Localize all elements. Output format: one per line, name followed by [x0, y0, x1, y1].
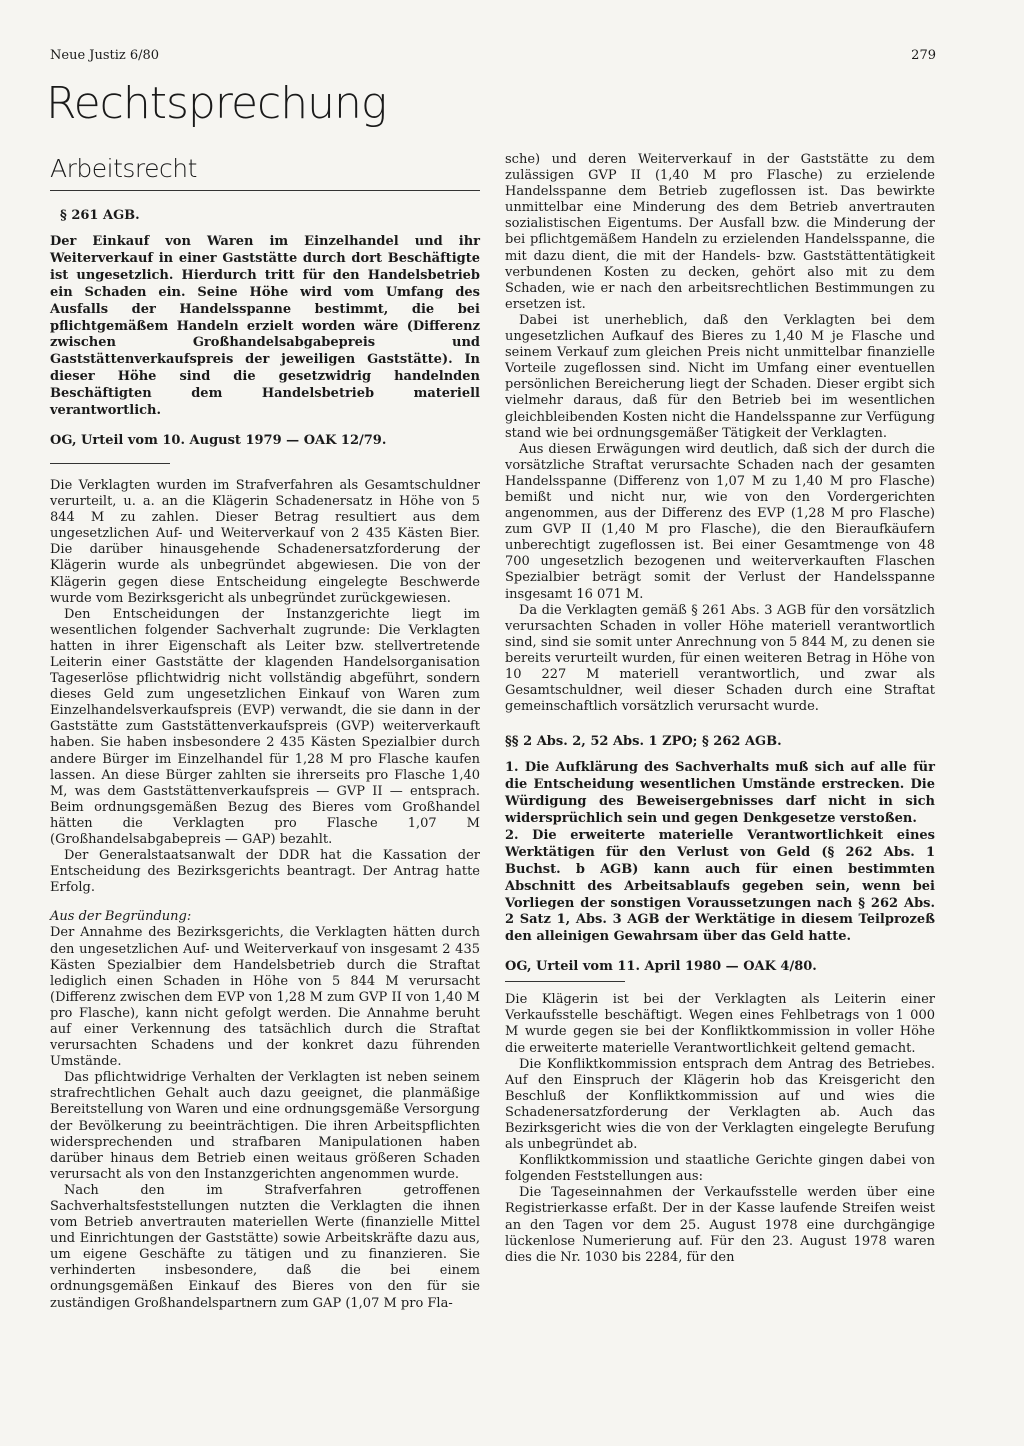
spacer	[50, 464, 480, 478]
case1-reasoning-paragraph: Der Annahme des Bezirksgerichts, die Verklagten hätten durch den ungesetzlichen Auf- und Weiterverkauf von insgesamt 2 435 Kästen Spezialbier dem Handelsbetrieb durch die Straftat lediglich einen Schaden in Höhe von 5 844 M verursacht (Differenz zwischen dem EVP von 1,28 M zum GVP II von 1,40 M pro Flasche), kann nicht gefolgt werden. Die Annahme beruht auf einer Verkennung des tatsächlich durch die Straftat verursachten Schadens und der konkret dazu führenden Umstände.	[50, 925, 480, 1070]
case1-facts-paragraph: Der Generalstaatsanwalt der DDR hat die Kassation der Entscheidung des Bezirksgerichts beantragt. Der Antrag hatte Erfolg.	[50, 848, 480, 896]
section-title: Rechtsprechung	[46, 78, 387, 129]
case1-headnote: Der Einkauf von Waren im Einzelhandel und ihr Weiterverkauf in einer Gaststätte durch dort Beschäftigte ist ungesetzlich. Hierdurch tritt für den Handelsbetrieb ein Schaden ein. Seine Höhe wird vom Umfang des Ausfalls der Handelsspanne bestimmt, die bei pflichtgemäßem Handeln erzielt worden wäre (Differenz zwischen Großhandelsabgabepreis und Gaststättenverkaufspreis der jeweiligen Gaststätte). In dieser Höhe sind die gesetzwidrig handelnden Beschäftigten dem Handelsbetrieb materiell verantwortlich.	[50, 234, 480, 419]
case2-facts-paragraph: Die Klägerin ist bei der Verklagten als Leiterin einer Verkaufsstelle beschäftigt. Wegen eines Fehlbetrags von 1 000 M wurde gegen sie bei der Konfliktkommission in voller Höhe die erweiterte materielle Verantwortlichkeit geltend gemacht.	[505, 992, 935, 1056]
left-column	[50, 152, 480, 1312]
running-head	[50, 48, 936, 64]
case1-facts-paragraph: Den Entscheidungen der Instanzgerichte liegt im wesentlichen folgender Sachverhalt zugrunde: Die Verklagten hatten in ihrer Eigenschaft als Leiter bzw. stellvertretende Leiterin einer Gaststätte der klagenden Handelsorganisation Tageserlöse pflichtwidrig nicht vollständig abgeführt, sondern dieses Geld zum ungesetzlichen Einkauf von Waren zum Einzelhandelsverkaufspreis (EVP) verwandt, die sie dann in der Gaststätte zum Gaststättenverkaufspreis (GVP) weiterverkauft haben. Sie haben insbesondere 2 435 Kästen Spezialbier durch andere Bürger im Einzelhandel für 1,28 M pro Flasche kaufen lassen. An diese Bürger zahlten sie ihrerseits pro Flasche 1,40 M, was dem Gaststättenverkaufspreis — GVP II — entsprach. Beim ordnungsgemäßen Bezug des Bieres vom Großhandel hätten die Verklagten pro Flasche 1,07 M (Großhandelsabgabepreis — GAP) bezahlt.	[50, 606, 480, 848]
spacer	[505, 982, 935, 992]
case1-reasoning-paragraph: Nach den im Strafverfahren getroffenen Sachverhaltsfeststellungen nutzten die Verklagten die ihnen vom Betrieb anvertrauten materiellen Werte (finanzielle Mittel und Einrichtungen der Gaststätte) sowie Arbeitskräfte dazu aus, um eigene Geschäfte zu tätigen und zu finanzieren. Sie verhinderten insbesondere, daß die bei einem ordnungsgemäßen Einkauf des Bieres von den für sie zuständigen Großhandelspartnern zum GAP (1,07 M pro Fla-	[50, 1182, 480, 1311]
case1-facts-paragraph: Die Verklagten wurden im Strafverfahren als Gesamtschuldner verurteilt, u. a. an die Klägerin Schadenersatz in Höhe von 5 844 M zu zahlen. Dieser Betrag resultiert aus dem ungesetzlichen Auf- und Weiterverkauf von 2 435 Kästen Bier. Die darüber hinausgehende Schadenersatzforderung der Klägerin wurde als unbegründet abgewiesen. Die von der Klägerin gegen diese Entscheidung eingelegte Beschwerde wurde vom Bezirksgericht als unbegründet zurückgewiesen.	[50, 477, 480, 606]
case1-reasoning-paragraph: Dabei ist unerheblich, daß den Verklagten bei dem ungesetzlichen Aufkauf des Bieres zu 1,40 M je Flasche und seinem Verkauf zum gleichen Preis nicht unmittelbar finanzielle Vorteile zugeflossen sind. Nicht im Umfang einer eventuellen persönlichen Bereicherung liegt der Schaden. Dieser ergibt sich vielmehr daraus, daß für den Betrieb bei im wesentlichen gleichbleibenden Kosten nicht die Handelsspanne zur Verfügung stand wie bei ordnungsgemäßer Tätigkeit der Verklagten.	[505, 312, 935, 441]
subsection-title: Arbeitsrecht	[50, 154, 480, 191]
case1-reasoning-paragraph: Da die Verklagten gemäß § 261 Abs. 3 AGB für den vorsätzlich verursachten Schaden in voller Höhe materiell verantwortlich sind, sind sie somit unter Anrechnung von 5 844 M, zu denen sie bereits verurteilt wurden, für einen weiteren Betrag in Höhe von 10 227 M materiell verantwortlich, und zwar als Gesamtschuldner, weil dieser Schaden durch eine Straftat gemeinschaftlich vorsätzlich verursacht wurde.	[505, 602, 935, 715]
case1-reasoning-heading: Aus der Begründung:	[50, 909, 192, 925]
case1-court-citation: OG, Urteil vom 10. August 1979 — OAK 12/79.	[50, 432, 387, 448]
case1-reasoning-paragraph: Aus diesen Erwägungen wird deutlich, daß sich der durch die vorsätzliche Straftat verursachte Schaden nach der gesamten Handelsspanne (Differenz von 1,07 M zu 1,40 M pro Flasche) bemißt und nicht nur, wie von den Vordergerichten angenommen, aus der Differenz des EVP (1,28 M pro Flasche) zum GVP II (1,40 M pro Flasche), die den Bieraufkäufern unberechtigt zugeflossen ist. Bei einer Gesamtmenge von 48 700 ungesetzlich bezogenen und weiterverkauften Flaschen Spezialbier beträgt somit der Verlust der Handelsspanne insgesamt 16 071 M.	[505, 441, 935, 602]
case1-reasoning-paragraph: sche) und deren Weiterverkauf in der Gaststätte zu dem zulässigen GVP II (1,40 M pro Flasche) zu erzielende Handelsspanne dem Betrieb zugeflossen ist. Das bewirkte unmittelbar eine Minderung des dem Betrieb anvertrauten sozialistischen Eigentums. Der Ausfall bzw. die Minderung der bei pflichtgemäßem Handeln zu erzielenden Handelsspanne, die mit dazu dient, die mit der Handels- bzw. Gaststättentätigkeit verbundenen Kosten zu decken, gehört also mit zu dem Schaden, wie er nach den arbeitsrechtlichen Bestimmungen zu ersetzen ist.	[505, 152, 935, 312]
case2-court-citation: OG, Urteil vom 11. April 1980 — OAK 4/80.	[505, 959, 817, 975]
page-number: 279	[911, 48, 936, 63]
case2-headnote-2: 2. Die erweiterte materielle Verantwortlichkeit eines Werktätigen für den Verlust von Geld (§ 262 Abs. 1 Buchst. b AGB) kann auch für einen bestimmten Abschnitt des Arbeitsablaufs gegeben sein, wenn bei Vorliegen der sonstigen Voraussetzungen nach § 262 Abs. 2 Satz 1, Abs. 3 AGB der Werktätige in diesem Teilprozeß den alleinigen Gewahrsam über das Geld hatte.	[505, 827, 935, 945]
case2-facts-paragraph: Konfliktkommission und staatliche Gerichte gingen dabei von folgenden Feststellungen aus:	[505, 1153, 935, 1185]
case1-reasoning-paragraph: Das pflichtwidrige Verhalten der Verklagten ist neben seinem strafrechtlichen Gehalt auch dazu geeignet, die planmäßige Bereitstellung von Waren und eine ordnungsgemäße Versorgung der Bevölkerung zu beeinträchtigen. Die ihren Arbeitspflichten widersprechenden und strafbaren Manipulationen haben darüber hinaus dem Betrieb einen weitaus größeren Schaden verursacht als von den Instanzgerichten angenommen wurde.	[50, 1070, 480, 1182]
case1-law-reference: § 261 AGB.	[60, 208, 140, 223]
case2-law-reference: §§ 2 Abs. 2, 52 Abs. 1 ZPO; § 262 AGB.	[505, 734, 782, 750]
right-column	[505, 152, 935, 1266]
case2-facts-paragraph: Die Tageseinnahmen der Verkaufsstelle werden über eine Registrierkasse erfaßt. Der in der Kasse laufende Streifen weist an den Tagen vor dem 25. August 1978 eine durchgängige lückenlose Numerierung auf. Für den 23. August 1978 waren dies die Nr. 1030 bis 2284, für den	[505, 1185, 935, 1265]
case2-headnote-1: 1. Die Aufklärung des Sachverhalts muß sich auf alle für die Entscheidung wesentlichen Umstände erstrecken. Die Würdigung des Beweisergebnisses darf nicht in sich widersprüchlich sein und gegen Denkgesetze verstoßen.	[505, 760, 935, 826]
journal-issue: Neue Justiz 6/80	[50, 48, 160, 63]
case2-facts-paragraph: Die Konfliktkommission entsprach dem Antrag des Betriebes. Auf den Einspruch der Klägerin hob das Kreisgericht den Beschluß der Konfliktkommission auf und wies die Schadenersatzforderung der Verklagten ab. Auch das Bezirksgericht wies die von der Verklagten eingelegte Berufung als unbegründet ab.	[505, 1056, 935, 1153]
